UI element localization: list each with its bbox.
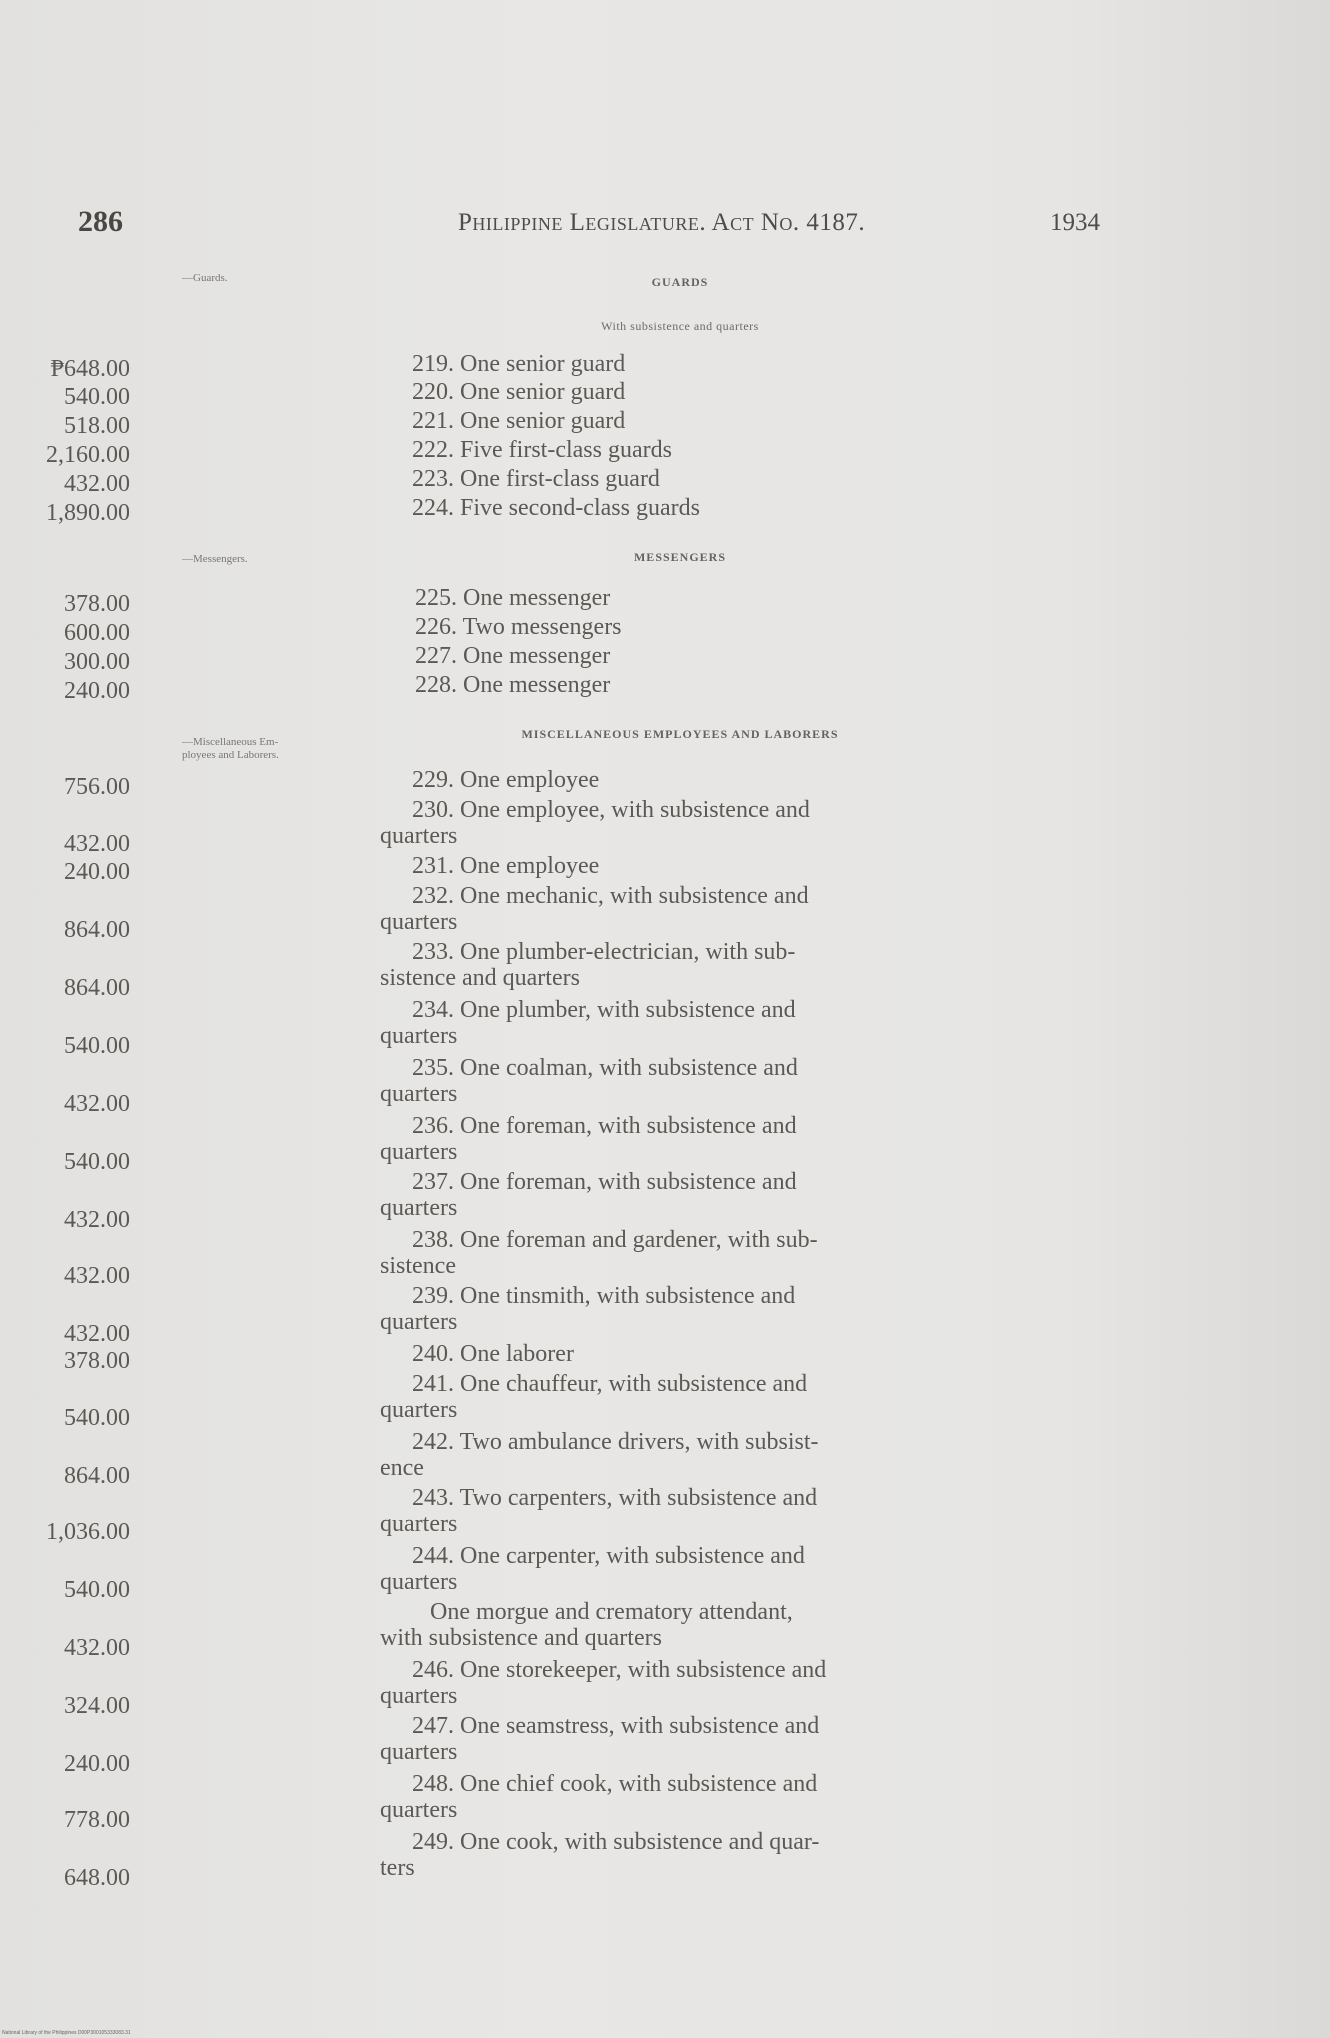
- misc-item-amount: 432.00: [64, 1321, 130, 1347]
- messengers-item-text: 226. Two messengers: [415, 614, 622, 640]
- margin-note-misc: [182, 736, 382, 762]
- margin-note-messengers: —Messengers.: [182, 553, 248, 565]
- misc-item-amount: 864.00: [64, 917, 130, 943]
- misc-item-amount: 540.00: [64, 1577, 130, 1603]
- misc-item-amount: 1,036.00: [46, 1519, 130, 1545]
- misc-item-line2: quarters: [380, 909, 458, 935]
- guards-item-amount: 1,890.00: [46, 500, 130, 526]
- misc-item-line1: 232. One mechanic, with subsistence and: [412, 883, 809, 909]
- misc-item-amount: 324.00: [64, 1693, 130, 1719]
- guards-item-text: 219. One senior guard: [412, 351, 626, 377]
- misc-item-line2: quarters: [380, 1797, 458, 1823]
- misc-item-line2: sistence and quarters: [380, 965, 580, 991]
- section-heading-messengers: MESSENGERS: [633, 550, 727, 564]
- messengers-item-amount: 300.00: [64, 649, 130, 675]
- messengers-item-text: 227. One messenger: [415, 643, 611, 669]
- guards-item-text: 220. One senior guard: [412, 379, 626, 405]
- misc-item-line1: 234. One plumber, with subsistence and: [412, 997, 796, 1023]
- misc-item-line1: 241. One chauffeur, with subsistence and: [412, 1371, 808, 1397]
- messengers-item-text: 225. One messenger: [415, 585, 611, 611]
- footer-credit: National Library of the Philippines D00P300105333083.31: [2, 2030, 131, 2036]
- misc-item-line2: quarters: [380, 1081, 458, 1107]
- misc-item-amount: 778.00: [64, 1807, 130, 1833]
- page-header: [0, 205, 1330, 245]
- misc-item-line1: 240. One laborer: [412, 1341, 574, 1367]
- page-year: 1934: [1050, 209, 1100, 236]
- margin-note-misc-line2: ployees and Laborers.: [182, 749, 279, 761]
- misc-item-line1: 243. Two carpenters, with subsistence and: [412, 1485, 818, 1511]
- misc-item-amount: 540.00: [64, 1149, 130, 1175]
- misc-item-line2: sistence: [380, 1253, 456, 1279]
- misc-item-amount: 432.00: [64, 1635, 130, 1661]
- misc-item-amount: 432.00: [64, 1091, 130, 1117]
- margin-note-guards: —Guards.: [182, 272, 228, 284]
- misc-item-line1: 246. One storekeeper, with subsistence and: [412, 1657, 827, 1683]
- messengers-item-amount: 240.00: [64, 678, 130, 704]
- margin-note-misc-line1: —Miscellaneous Em-: [182, 736, 279, 748]
- misc-item-line2: quarters: [380, 1309, 458, 1335]
- guards-item-amount: 432.00: [64, 471, 130, 497]
- misc-item-amount: 864.00: [64, 1463, 130, 1489]
- misc-item-amount: 240.00: [64, 859, 130, 885]
- guards-item-text: 222. Five first-class guards: [412, 437, 672, 463]
- guards-item-text: 223. One first-class guard: [412, 466, 660, 492]
- misc-item-line2: quarters: [380, 1511, 458, 1537]
- misc-item-amount: 432.00: [64, 1263, 130, 1289]
- misc-item-amount: 864.00: [64, 975, 130, 1001]
- guards-item-text: 221. One senior guard: [412, 408, 626, 434]
- guards-item-amount: 540.00: [64, 384, 130, 410]
- misc-item-line2: ence: [380, 1455, 424, 1481]
- misc-item-line1: 242. Two ambulance drivers, with subsist-: [412, 1429, 819, 1455]
- guards-item-amount: 518.00: [64, 413, 130, 439]
- messengers-item-amount: 378.00: [64, 591, 130, 617]
- misc-item-line1: 248. One chief cook, with subsistence and: [412, 1771, 818, 1797]
- misc-item-line2: quarters: [380, 1139, 458, 1165]
- misc-item-amount: 432.00: [64, 1207, 130, 1233]
- misc-item-line1: 231. One employee: [412, 853, 600, 879]
- misc-item-amount: 540.00: [64, 1033, 130, 1059]
- section-heading-guards: GUARDS: [651, 275, 709, 289]
- misc-item-amount: 378.00: [64, 1348, 130, 1374]
- misc-item-line1: 244. One carpenter, with subsistence and: [412, 1543, 805, 1569]
- misc-item-amount: 648.00: [64, 1865, 130, 1891]
- misc-item-line1: 238. One foreman and gardener, with sub-: [412, 1227, 818, 1253]
- misc-item-line1: 249. One cook, with subsistence and quar-: [412, 1829, 820, 1855]
- misc-item-line2: quarters: [380, 1195, 458, 1221]
- guards-item-amount: 2,160.00: [46, 442, 130, 468]
- misc-item-line1: 233. One plumber-electrician, with sub-: [412, 939, 796, 965]
- misc-item-line2: quarters: [380, 823, 458, 849]
- section-heading-misc: MISCELLANEOUS EMPLOYEES AND LABORERS: [521, 727, 839, 741]
- misc-item-line2: quarters: [380, 1683, 458, 1709]
- section-subheading-guards: With subsistence and quarters: [601, 319, 759, 333]
- messengers-item-amount: 600.00: [64, 620, 130, 646]
- guards-item-text: 224. Five second-class guards: [412, 495, 700, 521]
- misc-item-line1: 235. One coalman, with subsistence and: [412, 1055, 798, 1081]
- misc-item-amount: 432.00: [64, 831, 130, 857]
- misc-item-line2: quarters: [380, 1569, 458, 1595]
- misc-item-line2: quarters: [380, 1023, 458, 1049]
- misc-item-line1: 236. One foreman, with subsistence and: [412, 1113, 797, 1139]
- misc-item-amount: 540.00: [64, 1405, 130, 1431]
- misc-item-line2: quarters: [380, 1739, 458, 1765]
- misc-item-line2: ters: [380, 1855, 415, 1881]
- misc-item-line1: 229. One employee: [412, 767, 600, 793]
- guards-item-amount: ₱648.00: [50, 356, 130, 382]
- misc-item-line1: 247. One seamstress, with subsistence and: [412, 1713, 820, 1739]
- running-head: Philippine Legislature. Act No. 4187.: [458, 209, 866, 236]
- misc-item-amount: 240.00: [64, 1751, 130, 1777]
- misc-item-line1: 239. One tinsmith, with subsistence and: [412, 1283, 796, 1309]
- misc-item-line1: 230. One employee, with subsistence and: [412, 797, 810, 823]
- misc-item-line2: with subsistence and quarters: [380, 1625, 662, 1651]
- messengers-item-text: 228. One messenger: [415, 672, 611, 698]
- misc-item-amount: 756.00: [64, 774, 130, 800]
- page-number: 286: [78, 205, 123, 238]
- misc-item-line2: quarters: [380, 1397, 458, 1423]
- misc-item-line1: 237. One foreman, with subsistence and: [412, 1169, 797, 1195]
- misc-item-line1: One morgue and crematory attendant,: [430, 1599, 793, 1625]
